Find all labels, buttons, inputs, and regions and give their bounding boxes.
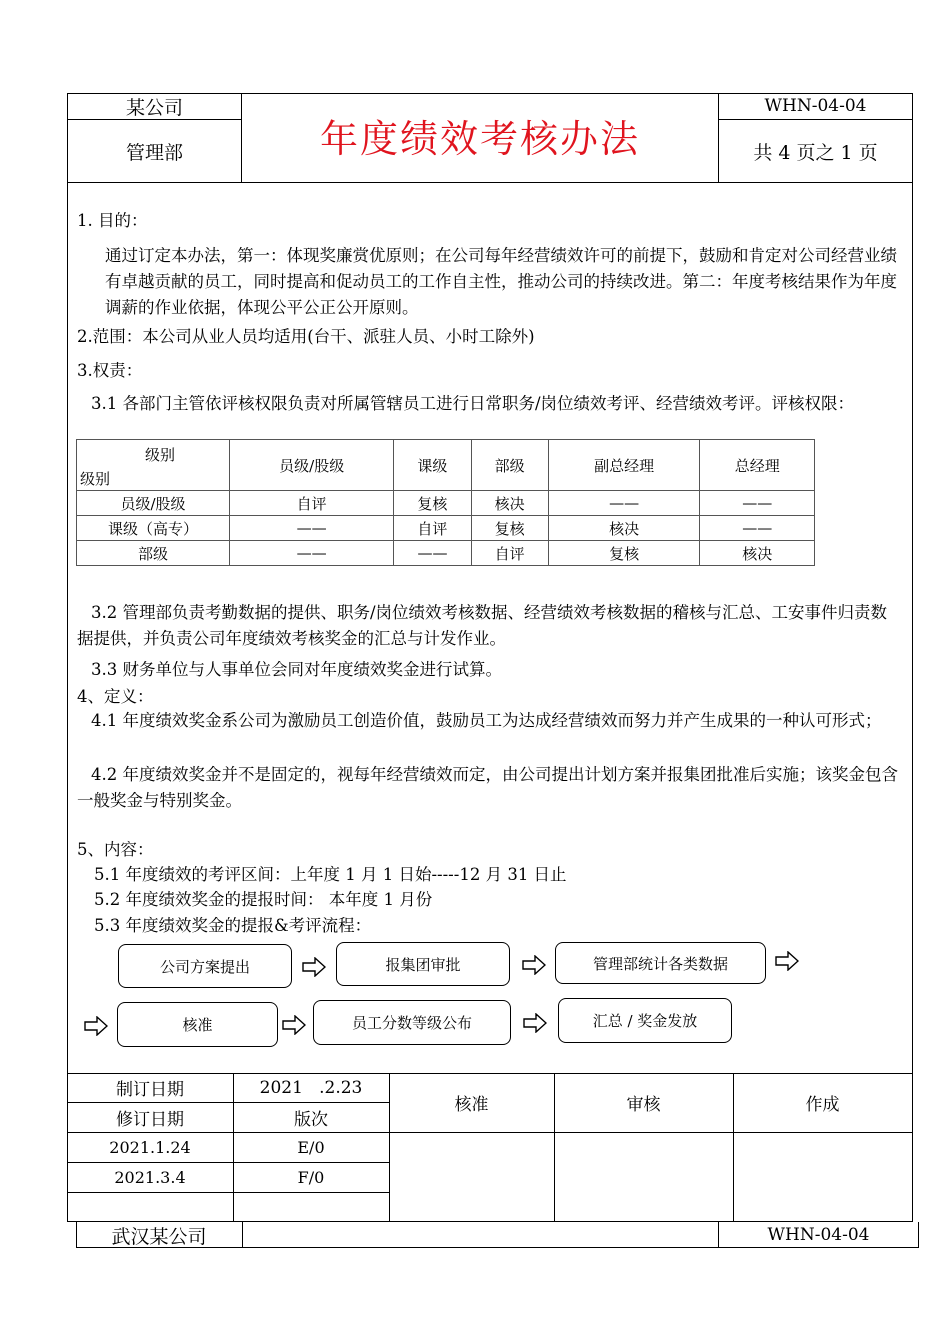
department-name: 管理部 [125,141,183,164]
table-cell: 自评 [230,491,394,516]
section-5-heading: 5、内容： [77,840,154,859]
flow-step-proposal: 公司方案提出 [118,944,292,988]
section-4-2: 4.2 年度绩效奖金并不是固定的，视每年经营绩效而定，由公司提出计划方案并报集团批准后实施；该奖金包含一般奖金与特别奖金。 [77,765,898,810]
bottom-company: 武汉某公司 [111,1225,207,1248]
table-row [77,541,815,566]
flow-step-bonus-payout: 汇总 / 奖金发放 [558,998,732,1043]
section-1-body: 通过订定本办法，第一：体现奖廉赏优原则；在公司每年经营绩效许可的前提下，鼓励和肯定对公司经营业绩有卓越贡献的员工，同时提高和促动员工的工作自主性，推动公司的持续改进。第二：年度考核结果作为年度调薪的作业依据，体现公平公正公开原则。 [105,246,897,317]
arrow-right-icon [302,957,326,977]
arrow-right-icon [522,955,546,975]
revision-date: 2021.3.4 [114,1167,186,1187]
revise-date-label: 修订日期 [116,1109,184,1130]
table-cell: 自评 [471,541,548,566]
column-header: 部级 [471,440,548,491]
column-header: 副总经理 [548,440,700,491]
page-info: 共 4 页之 1 页 [753,141,878,164]
table-cell: —— [230,516,394,541]
table-corner [77,440,230,491]
table-cell: 核决 [471,491,548,516]
table-row [77,491,815,516]
corner-top: 级别 [145,446,176,464]
bottom-doc-code: WHN-04-04 [767,1225,870,1245]
section-5-2: 5.2 年度绩效奖金的提报时间： 本年度 1 月份 [94,890,433,909]
column-header: 总经理 [700,440,815,491]
revision-date: 2021.1.24 [109,1137,191,1157]
flow-step-approve: 核准 [117,1002,278,1047]
company-name: 某公司 [125,96,183,119]
flow-step-score-publish: 员工分数等级公布 [313,1000,511,1045]
table-row [77,516,815,541]
table-cell: —— [230,541,394,566]
table-cell: 核决 [700,541,815,566]
flow-step-data-statistics: 管理部统计各类数据 [555,942,766,984]
section-5-1: 5.1 年度绩效的考评区间：上年度 1 月 1 日始-----12 月 31 日止 [94,865,567,884]
author-label: 作成 [805,1095,840,1115]
revision-version: F/0 [297,1167,325,1187]
section-3-heading: 3.权责： [77,361,143,380]
corner-bottom: 级别 [80,470,111,488]
arrow-right-icon [523,1013,547,1033]
table-cell: —— [700,516,815,541]
table-cell: 复核 [394,491,471,516]
revision-version: E/0 [297,1137,325,1157]
arrow-right-icon [282,1015,306,1035]
arrow-right-icon [84,1016,108,1036]
row-label: 课级（高专） [77,516,230,541]
page-title: 年度绩效考核办法 [319,116,640,161]
table-cell: 核决 [548,516,700,541]
section-1-heading: 1. 目的： [77,211,148,230]
row-label: 员级/股级 [77,491,230,516]
column-header: 课级 [394,440,471,491]
table-cell: 复核 [548,541,700,566]
table-cell: —— [548,491,700,516]
section-3-2: 3.2 管理部负责考勤数据的提供、职务/岗位绩效考核数据、经营绩效考核数据的稽核与汇总、工安事件归责数据提供，并负责公司年度绩效考核奖金的汇总与计发作业。 [77,603,888,648]
table-cell: 自评 [394,516,471,541]
arrow-right-icon [775,951,799,971]
column-header: 员级/股级 [230,440,394,491]
section-4-heading: 4、定义： [77,687,154,706]
approve-label: 核准 [454,1095,489,1115]
review-label: 审核 [626,1095,661,1115]
version-label: 版次 [294,1109,328,1130]
doc-code: WHN-04-04 [764,96,867,116]
table-cell: —— [700,491,815,516]
table-cell: —— [394,541,471,566]
authority-table [76,439,815,566]
section-5-3: 5.3 年度绩效奖金的提报&考评流程： [94,916,372,935]
section-3-1: 3.1 各部门主管依评核权限负责对所属管辖员工进行日常职务/岗位绩效考评、经营绩效考评。评核权限： [91,394,855,413]
made-date-value: 2021 .2.23 [259,1077,363,1098]
section-4-1: 4.1 年度绩效奖金系公司为激励员工创造价值，鼓励员工为达成经营绩效而努力并产生成果的一种认可形式； [91,711,882,730]
row-label: 部级 [77,541,230,566]
section-2: 2.范围：本公司从业人员均适用(台干、派驻人员、小时工除外) [77,327,535,346]
flow-step-group-approval: 报集团审批 [336,942,510,986]
made-date-label: 制订日期 [116,1080,184,1100]
section-3-3: 3.3 财务单位与人事单位会同对年度绩效奖金进行试算。 [91,660,502,679]
table-cell: 复核 [471,516,548,541]
